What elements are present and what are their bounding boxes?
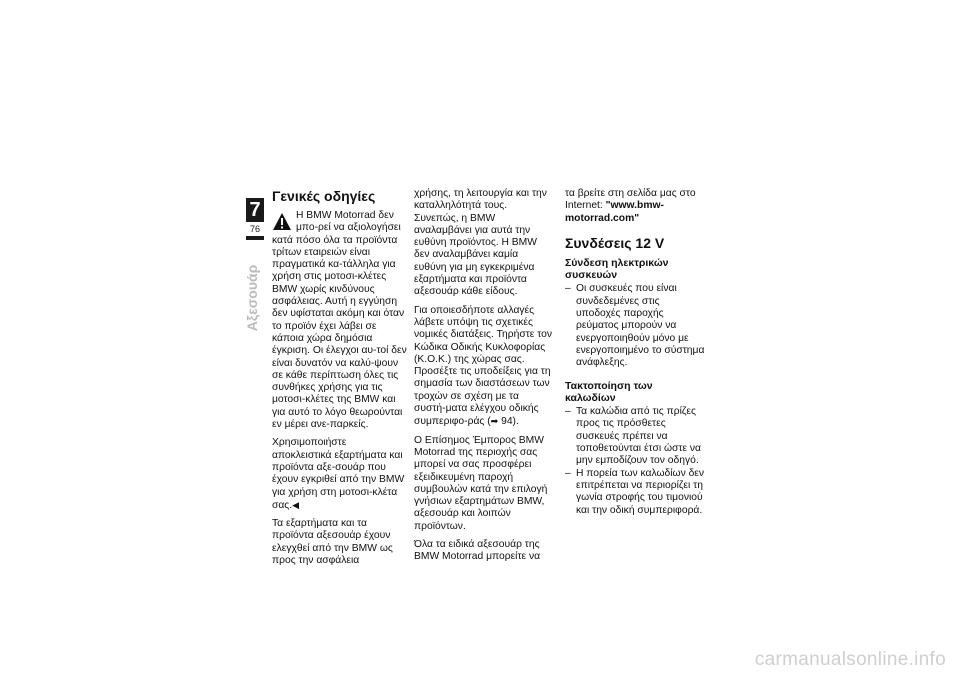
warning-block	[272, 210, 408, 431]
paragraph: Τα εξαρτήματα και τα προϊόντα αξεσουάρ έχουν ελεγχθεί από την BMW ως προς την ασφάλεια	[272, 518, 393, 567]
paragraph-text: τα βρείτε στη σελίδα μας στο Internet:	[565, 188, 696, 212]
end-mark-icon: ◀	[292, 499, 300, 510]
arrow-right-icon: ➡	[490, 416, 499, 427]
chapter-number: 7	[249, 199, 261, 221]
paragraph: Προσέξτε τις υποδείξεις για τη σημασία των διαστάσεων των τροχών σε σχέση με τα συστή-ματα ελέγχου οδικής συμπεριφο-ράς (➡ 94).	[414, 366, 551, 428]
watermark: carmanualsonline.info	[754, 649, 946, 670]
page-number: 76	[246, 222, 264, 236]
column-3	[565, 188, 705, 523]
side-chapter-title	[232, 248, 272, 348]
list-item: – Οι συσκευές που είναι συνδεδεμένες στις υποδοχές παροχής ρεύματος μπορούν να ενεργοποιηθούν μόνο με ενεργοποιημένο το σύστημα ανάφλεξης.	[565, 283, 705, 369]
page-reference-link[interactable]: 94).	[501, 416, 519, 428]
column-2	[414, 188, 552, 570]
column-1	[272, 188, 408, 573]
list-cables	[565, 406, 705, 517]
website-link[interactable]: "www.bmw-motorrad.com"	[565, 200, 664, 224]
chapter-tab	[246, 198, 264, 240]
section-heading-general: Γενικές οδηγίες	[272, 188, 376, 204]
paragraph: Όλα τα ειδικά αξεσουάρ της BMW Motorrad μπορείτε να	[414, 539, 541, 563]
paragraph-text: Χρησιμοποιήστε αποκλειστικά εξαρτήματα και προϊόντα αξε-σουάρ που έχουν εγκριθεί από την BMW για χρήση στη μοτοσι-κλέτα σας.	[272, 437, 405, 511]
paragraph	[272, 437, 408, 512]
subheading-cable-routing: Τακτοποίηση των καλωδίων	[565, 379, 653, 404]
side-chapter-title-text: Αξεσουάρ	[244, 264, 260, 332]
list-item: – Η πορεία των καλωδίων δεν επιτρέπεται να περιορίζει τη γωνία στροφής του τιμονιού και την οδική συμπεριφορά.	[565, 468, 705, 517]
paragraph: Για οποιεσδήποτε αλλαγές λάβετε υπόψη τις σχετικές νομικές διατάξεις. Τηρήστε τον Κώδικα Οδικής Κυκλοφορίας (Κ.Ο.Κ.) της χώρας σας.	[414, 304, 553, 365]
paragraph: χρήσης, τη λειτουργία και την καταλληλότητά τους. Συνεπώς, η BMW αναλαμβάνει για αυτά την ευθύνη προϊόντος. Η BMW δεν αναλαμβάνει καμία ευθύνη για μη εγκεκριμένα εξαρτήματα και προϊόντα αξεσουάρ κάθε είδους.	[414, 188, 547, 298]
list-electrical	[565, 283, 705, 369]
paragraph	[565, 188, 705, 225]
list-item: – Τα καλώδια από τις πρίζες προς τις πρόσθετες συσκευές πρέπει να τοποθετούνται έτσι ώστε να μην εμποδίζουν τον οδηγό.	[565, 406, 705, 467]
paragraph: Ο Επίσημος Έμπορος BMW Motorrad της περιοχής σας μπορεί να σας προσφέρει εξειδικευμένη παροχή συμβουλών κατά την επιλογή γνήσιων εξαρτημάτων BMW, αξεσουάρ και λοιπών προϊόντων.	[414, 434, 548, 532]
subheading-electrical-devices: Σύνδεση ηλεκτρικών συσκευών	[565, 256, 669, 282]
section-heading-12v: Συνδέσεις 12 V	[565, 234, 665, 251]
warning-text: Η BMW Motorrad δεν μπο-ρεί να αξιολογήσει κατά πόσο όλα τα προϊόντα τρίτων εταιρειών είναι πραγματικά κα-τάλληλα για χρήση στις μοτοσι-κλέτες BMW χωρίς κινδύνους ασφάλειας. Αυτή η εγγύηση δεν υφίσταται ακόμη και όταν το προϊόν έχει λάβει σε κάποια χώρα δημόσια έγκριση. Οι έλεγχοι αυ-τοί δεν είναι δυνατόν να καλύ-ψουν σε κάθε περίπτωση όλες τις συνθήκες χρήσης για τις μοτοσι-κλέτες της BMW και για αυτό το λόγο θεωρούνται εν μέρει ανε-παρκείς.	[272, 210, 407, 431]
paragraph-text: Προσέξτε τις υποδείξεις για τη σημασία των διαστάσεων των τροχών σε σχέση με τα συστή-ματα ελέγχου οδικής συμπεριφο-ράς	[414, 366, 551, 428]
warning-triangle-icon	[272, 212, 292, 232]
